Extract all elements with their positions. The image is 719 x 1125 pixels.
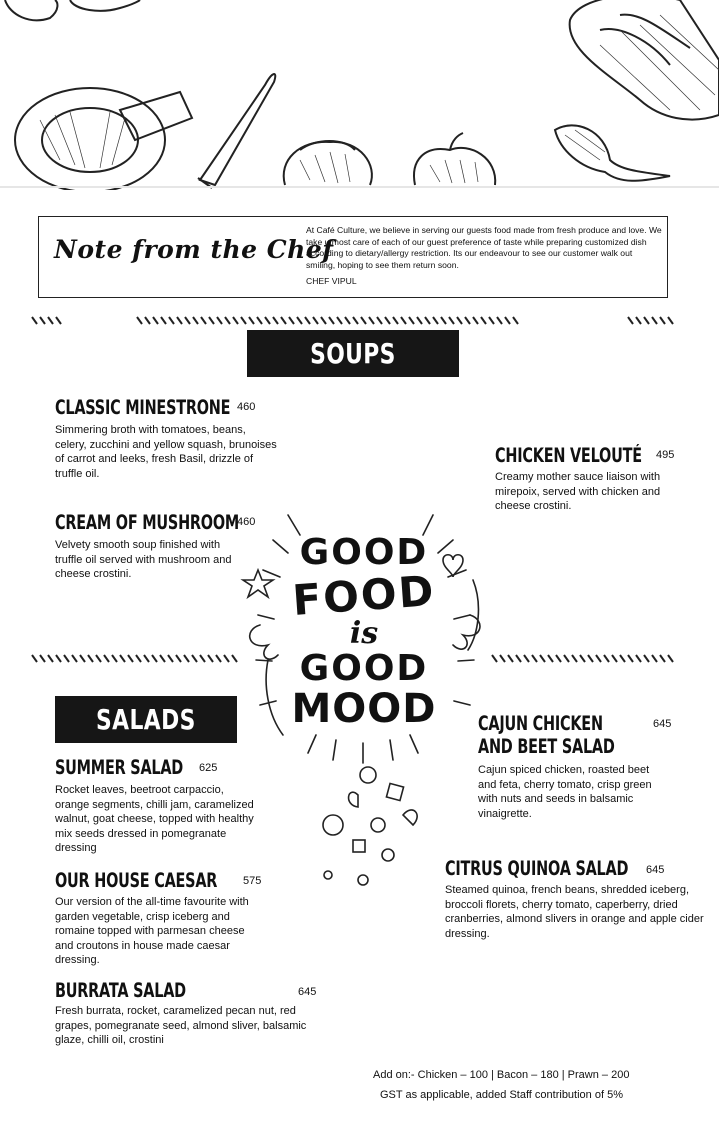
badge-line: MOOD	[291, 686, 437, 732]
dish-name: CREAM OF MUSHROOM	[55, 511, 240, 534]
gst-note: GST as applicable, added Staff contribution of 5%	[380, 1089, 623, 1101]
zigzag-divider	[626, 316, 678, 326]
zigzag-divider	[135, 316, 520, 326]
zigzag-divider	[30, 316, 62, 326]
dish-name: CAJUN CHICKEN	[478, 712, 603, 735]
kitchen-sketch-illustration	[0, 0, 719, 190]
dish-price: 625	[199, 762, 218, 774]
chef-note-title: Note from the Chef	[54, 235, 334, 264]
zigzag-divider	[490, 654, 680, 664]
dish-price: 460	[237, 516, 256, 528]
dish-price: 460	[237, 401, 256, 413]
badge-line: GOOD	[299, 532, 429, 573]
dish-description: Creamy mother sauce liaison with mirepoix, served with chicken and cheese crostini.	[495, 471, 661, 513]
badge-line: GOOD	[299, 648, 429, 689]
chef-note-text: At Café Culture, we believe in serving our guests food made from fresh produce and love. We take utmost care of each of our guest preference of taste while preparing customized dish according to dietary/allergy restriction. Its our endeavour to see our customer walk out smiling, hoping to see them return soon.	[306, 225, 662, 270]
dish-description: Steamed quinoa, french beans, shredded iceberg, broccoli florets, cherry tomato, caperberry, dried cranberries, almond slivers in orange and apple cider dressing.	[445, 884, 704, 940]
badge-line: FOOD	[290, 566, 437, 625]
badge-line: is	[349, 616, 379, 651]
dish-description: Velvety smooth soup finished with truffle oil served with mushroom and cheese crostini.	[55, 539, 232, 581]
dish-price: 575	[243, 875, 262, 887]
zigzag-divider	[30, 654, 238, 664]
dish-name-line2: AND BEET SALAD	[478, 735, 615, 758]
dish-description: Our version of the all-time favourite with garden vegetable, crisp iceberg and romaine topped with parmesan cheese and croutons in house made caesar dressing.	[55, 896, 249, 967]
dish-price: 645	[646, 864, 665, 876]
dish-price: 645	[298, 986, 317, 998]
dish-name: CLASSIC MINESTRONE	[55, 396, 231, 419]
dish-name: OUR HOUSE CAESAR	[55, 869, 218, 892]
salads-heading: SALADS	[55, 696, 237, 743]
chef-signature: CHEF VIPUL	[306, 276, 357, 286]
dish-description: Simmering broth with tomatoes, beans, celery, zucchini and yellow squash, brunoises of carrot and leeks, fresh Basil, drizzle of truffle oil.	[55, 424, 277, 480]
dish-name: CITRUS QUINOA SALAD	[445, 857, 629, 880]
header-divider	[0, 186, 719, 188]
soups-heading: SOUPS	[247, 330, 459, 377]
dish-price: 495	[656, 449, 675, 461]
dish-name: BURRATA SALAD	[55, 979, 186, 1002]
dish-description: Fresh burrata, rocket, caramelized pecan nut, red grapes, pomegranate seed, almond sliver, balsamic glaze, chilli oil, crostini	[55, 1005, 307, 1047]
dish-name: SUMMER SALAD	[55, 756, 184, 779]
dish-price: 645	[653, 718, 672, 730]
dish-description: Cajun spiced chicken, roasted beet and feta, cherry tomato, crisp green with nuts and seeds in balsamic vinaigrette.	[478, 764, 652, 820]
good-food-good-mood-badge	[238, 485, 490, 905]
dish-description: Rocket leaves, beetroot carpaccio, orange segments, chilli jam, caramelized walnut, goat cheese, topped with healthy mix seeds dressed in pomegranate dressing	[55, 784, 254, 855]
addon-prices: Add on:- Chicken – 100 | Bacon – 180 | Prawn – 200	[373, 1069, 630, 1081]
dish-name: CHICKEN VELOUTÉ	[495, 444, 642, 467]
